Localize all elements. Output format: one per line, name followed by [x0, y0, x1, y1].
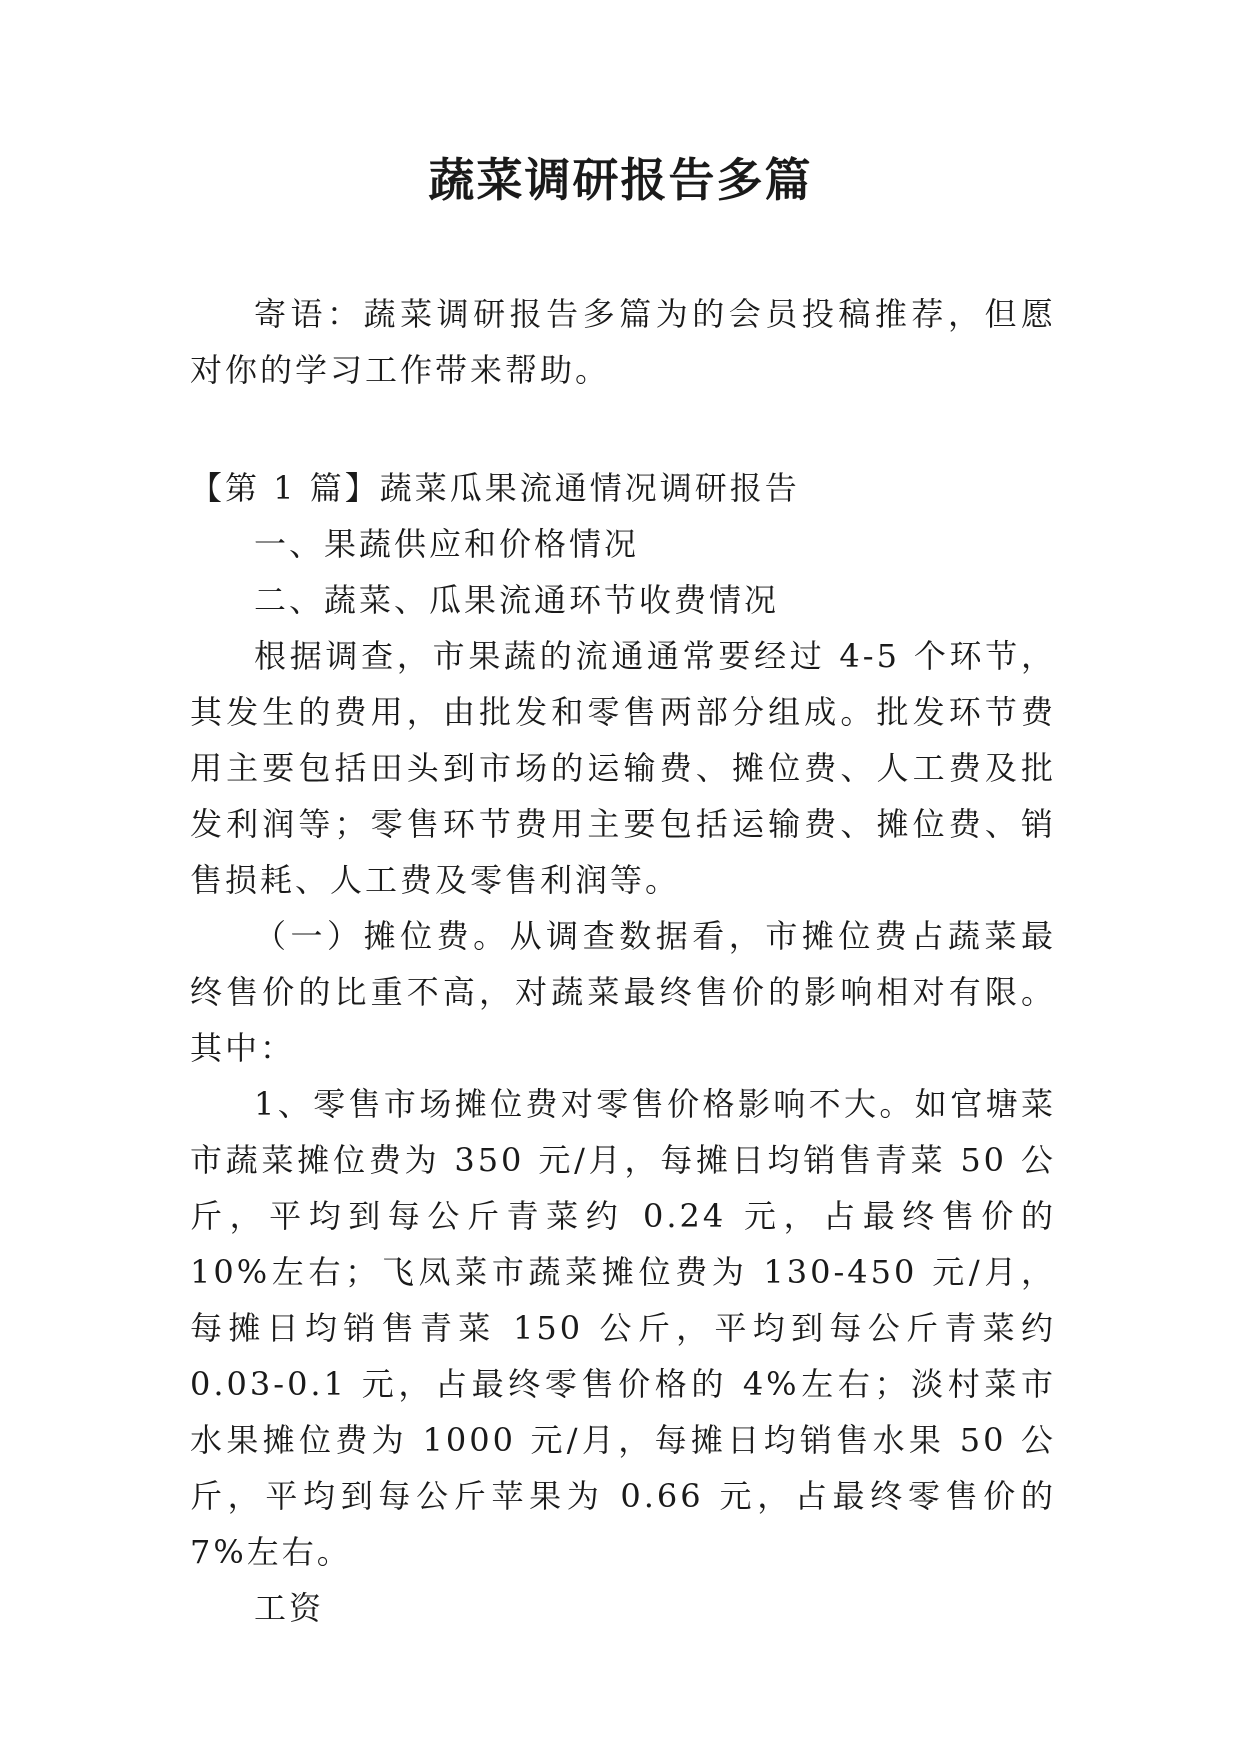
intro-paragraph: 寄语：蔬菜调研报告多篇为的会员投稿推荐，但愿对你的学习工作带来帮助。 [190, 295, 1056, 389]
paragraph-4: （一）摊位费。从调查数据看，市摊位费占蔬菜最终售价的比重不高，对蔬菜最终售价的影响相对有限。其中： [190, 917, 1056, 1067]
intro-block [190, 286, 1056, 398]
section-heading: 【第 1 篇】蔬菜瓜果流通情况调研报告 [190, 469, 800, 507]
paragraph-6: 工资 [254, 1589, 325, 1627]
paragraph-3: 根据调查，市果蔬的流通通常要经过 4-5 个环节，其发生的费用，由批发和零售两部分组成。批发环节费用主要包括田头到市场的运输费、摊位费、人工费及批发利润等；零售环节费用主要包括运输费、摊位费、销售损耗、人工费及零售利润等。 [190, 637, 1056, 899]
paragraph-1: 一、果蔬供应和价格情况 [254, 525, 640, 563]
document-title: 蔬菜调研报告多篇 [428, 153, 813, 207]
main-content [190, 460, 1056, 1636]
paragraph-5: 1、零售市场摊位费对零售价格影响不大。如官塘菜市蔬菜摊位费为 350 元/月，每摊日均销售青菜 50 公斤，平均到每公斤青菜约 0.24 元，占最终售价的 10%左右；飞凤菜市蔬菜摊位费为 130-450 元/月，每摊日均销售青菜 150 公斤，平均到每公斤青菜约 0.03-0.1 元，占最终零售价格的 4%左右；淡村菜市水果摊位费为 1000 元/月，每摊日均销售水果 50 公斤，平均到每公斤苹果为 0.66 元，占最终零售价的 7%左右。 [190, 1085, 1056, 1571]
paragraph-2: 二、蔬菜、瓜果流通环节收费情况 [254, 581, 780, 619]
